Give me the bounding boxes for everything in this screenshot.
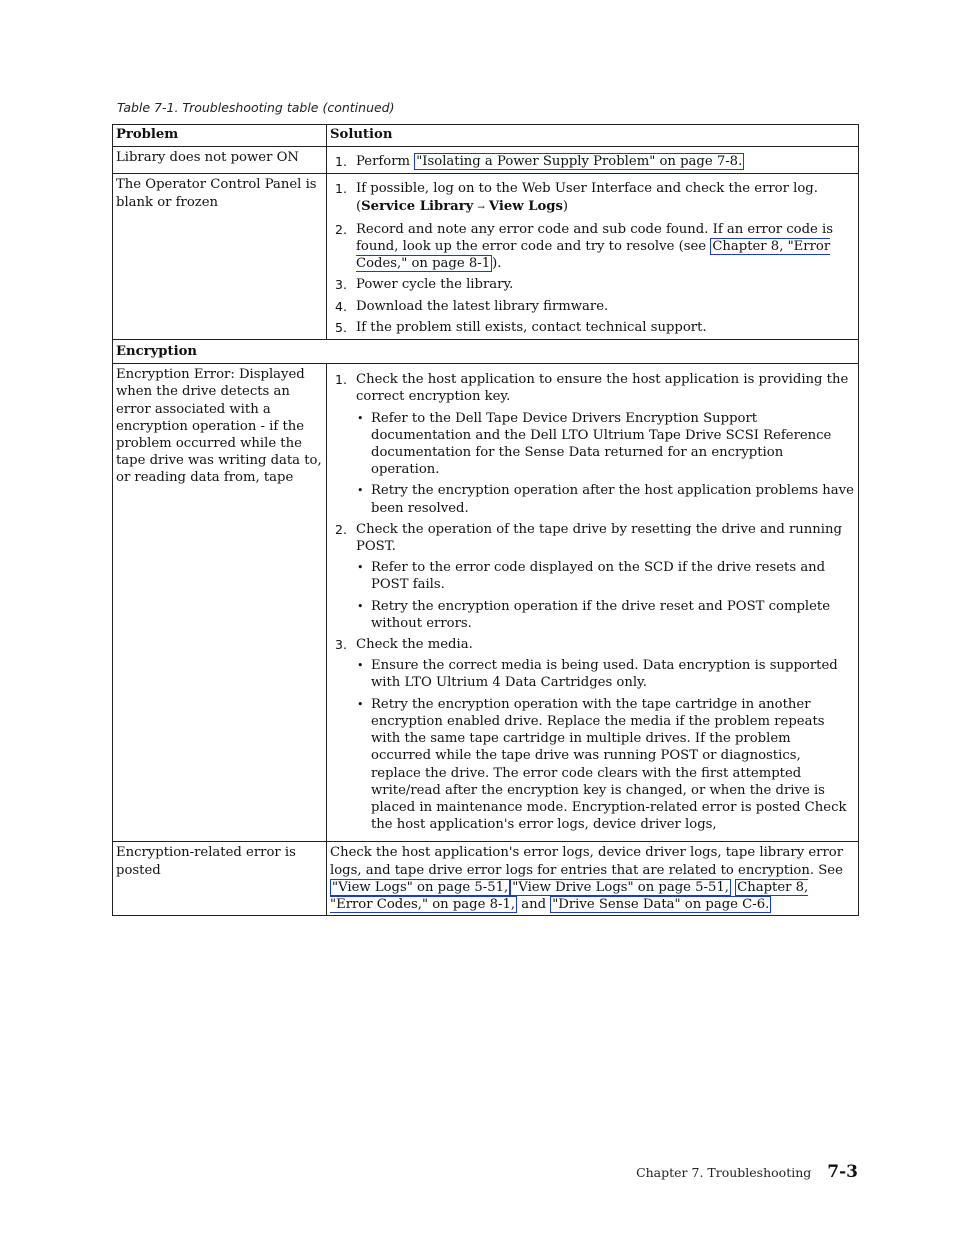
table-caption: Table 7-1. Troubleshooting table (continued) [117, 100, 395, 115]
step-item: 4. Download the latest library firmware. [335, 298, 609, 314]
problem-cell: Encryption Error: Displayed when the drive detects an error associated with a encryption operation - if the problem occurred while the tape drive was writing data to, or reading data from, tape [116, 367, 322, 486]
table-header-row [113, 125, 859, 147]
link-view-drive-logs[interactable]: "View Drive Logs" on page 5-51, [512, 879, 729, 895]
header-solution: Solution [327, 125, 859, 147]
table-row [113, 842, 859, 916]
arrow-icon: → [477, 202, 485, 213]
problem-cell: Encryption-related error is posted [116, 845, 296, 878]
step-item: 5. If the problem still exists, contact technical support. [335, 319, 707, 335]
page-number: 7-3 [827, 1162, 858, 1182]
link-isolating-power-supply[interactable]: "Isolating a Power Supply Problem" on page 7-8. [416, 154, 743, 170]
solution-text: Check the host application's error logs, device driver logs, tape library error logs, and tape drive error logs for entries that are related to encryption. See "View Logs" on page 5-51, "View Drive Logs" on page 5-51, Chapter 8, "Error Codes," on page 8-1, and "Drive Sense Data" on page C-6. [330, 845, 844, 912]
problem-cell: Library does not power ON [116, 150, 299, 166]
page-footer [636, 1162, 858, 1182]
table-row [113, 147, 859, 174]
link-drive-sense-data[interactable]: "Drive Sense Data" on page C-6. [552, 896, 770, 912]
bullet-icon: • [357, 484, 364, 498]
bullet-icon: • [357, 561, 364, 575]
solution-steps [330, 153, 854, 170]
link-error-codes[interactable]: Chapter 8, "Error Codes," on page 8-1, [330, 879, 809, 912]
bullet-item: • Refer to the error code displayed on the SCD if the drive resets and POST fails. [357, 560, 826, 593]
step-item: 2. Check the operation of the tape drive by resetting the drive and running POST. • Refer to the error code displayed on the SCD if the drive resets and POST fails. • Retry the encryption operation if the drive reset and POST complete without errors. [330, 521, 854, 632]
step-item: 1. Check the host application to ensure the host application is providing the correct encryption key. • Refer to the Dell Tape Device Drivers Encryption Support documentation and the Dell LTO Ultrium Tape Drive SCSI Reference documentation for the Sense Data returned for an encryption operation. • Retry the encryption operation after the host application problems have been resolved. [335, 372, 854, 516]
step-item: 1. If possible, log on to the Web User Interface and check the error log. (Service Library → View Logs) [335, 181, 818, 214]
troubleshooting-table [112, 124, 859, 916]
bullet-icon: • [357, 697, 364, 711]
step-item: 2. Record and note any error code and sub code found. If an error code is found, look up the error code and try to resolve (see Chapter 8, "Error Codes," on page 8-1 ). [335, 221, 834, 272]
header-problem: Problem [113, 125, 327, 147]
table-row [113, 174, 859, 340]
step-item: 3. Power cycle the library. [335, 277, 514, 293]
problem-cell: The Operator Control Panel is blank or frozen [116, 177, 317, 210]
bullet-item: • Refer to the Dell Tape Device Drivers Encryption Support documentation and the Dell LTO Ultrium Tape Drive SCSI Reference documentation for the Sense Data returned for an encryption operation. [357, 410, 832, 478]
step-item: 3. Check the media. • Ensure the correct media is being used. Data encryption is supported with LTO Ultrium 4 Data Cartridges only. • Retry the encryption operation with the tape cartridge in another encryption enabled drive. Replace the media if the problem repeats with the same tape cartridge in multiple drives. If the problem occurred while the tape drive was running POST or diagnostics, replace the drive. The error code clears with the first attempted write/read after the encryption key is changed, or when the drive is placed in maintenance mode. Encryption-related error is posted Check the host application's error logs, device driver logs, [330, 636, 854, 833]
bullet-icon: • [357, 411, 364, 425]
bullet-item: • Retry the encryption operation after the host application problems have been resolved. [357, 483, 854, 516]
section-title: Encryption [116, 344, 197, 360]
section-row [113, 340, 859, 364]
link-view-logs[interactable]: "View Logs" on page 5-51, [332, 879, 509, 895]
link-error-codes[interactable]: Chapter 8, "Error Codes," on page 8-1 [356, 239, 831, 272]
solution-steps [330, 371, 854, 833]
bullet-icon: • [357, 659, 364, 673]
bullet-icon: • [357, 599, 364, 613]
bullet-item: • Ensure the correct media is being used. Data encryption is supported with LTO Ultrium 4 Data Cartridges only. [357, 658, 838, 691]
bullet-item: • Retry the encryption operation if the drive reset and POST complete without errors. [357, 598, 831, 631]
step-item: 1. Perform "Isolating a Power Supply Problem" on page 7-8. [335, 154, 743, 170]
footer-chapter: Chapter 7. Troubleshooting [636, 1165, 812, 1180]
bullet-item: • Retry the encryption operation with the tape cartridge in another encryption enabled drive. Replace the media if the problem repeats with the same tape cartridge in multiple drives. If the problem occurred while the tape drive was running POST or diagnostics, replace the drive. The error code clears with the first attempted write/read after the encryption key is changed, or when the drive is placed in maintenance mode. Encryption-related error is posted Check the host application's error logs, device driver logs, [357, 696, 847, 833]
table-row [113, 364, 859, 842]
solution-steps [330, 180, 854, 336]
